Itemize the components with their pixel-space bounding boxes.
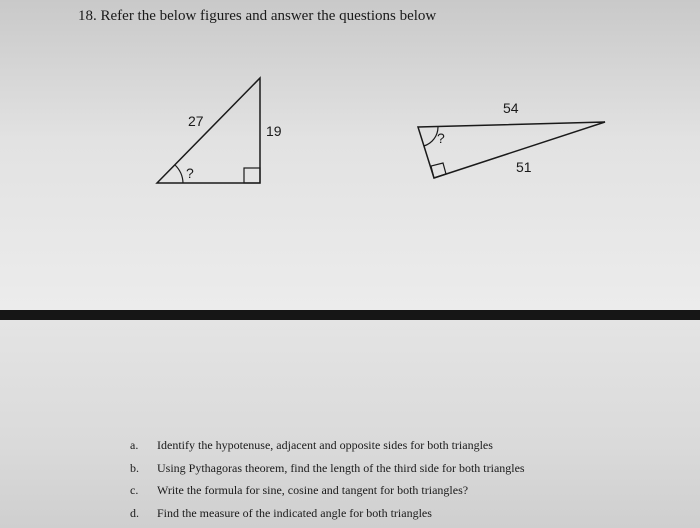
triangle-2-outline [418, 122, 605, 178]
sub-question-letter: b. [130, 460, 139, 475]
sub-question-a [130, 438, 525, 461]
triangle-2-angle-label: ? [437, 130, 445, 146]
triangle-2-side-label: 51 [516, 159, 532, 175]
sub-question-b [130, 461, 525, 484]
question-title: 18. Refer the below figures and answer the questions below [78, 8, 437, 24]
sub-question-text: Using Pythagoras theorem, find the length of the third side for both triangles [157, 460, 525, 475]
triangle-2-hypotenuse-label: 54 [503, 100, 519, 116]
triangle-1-side-label: 19 [266, 123, 282, 139]
triangle-1-right-angle-mark [244, 168, 260, 183]
sub-question-letter: a. [130, 438, 139, 452]
sub-question-text: Identify the hypotenuse, adjacent and opposite sides for both triangles [157, 438, 493, 452]
triangle-1 [157, 78, 282, 183]
sub-question-text: Find the measure of the indicated angle for both triangles [157, 505, 432, 520]
triangle-1-hypotenuse-label: 27 [188, 113, 204, 129]
sub-question-letter: c. [130, 483, 139, 497]
triangle-1-angle-arc [175, 165, 183, 183]
triangle-1-angle-label: ? [186, 165, 194, 181]
sub-question-letter: d. [130, 505, 139, 520]
sub-question-text: Write the formula for sine, cosine and tangent for both triangles? [157, 483, 469, 497]
sub-question-d [130, 506, 525, 528]
sub-question-c [130, 483, 525, 506]
triangle-2-angle-arc [424, 127, 438, 146]
triangle-1-outline [157, 78, 260, 183]
triangle-2 [418, 100, 605, 178]
sub-question-list [130, 438, 525, 528]
